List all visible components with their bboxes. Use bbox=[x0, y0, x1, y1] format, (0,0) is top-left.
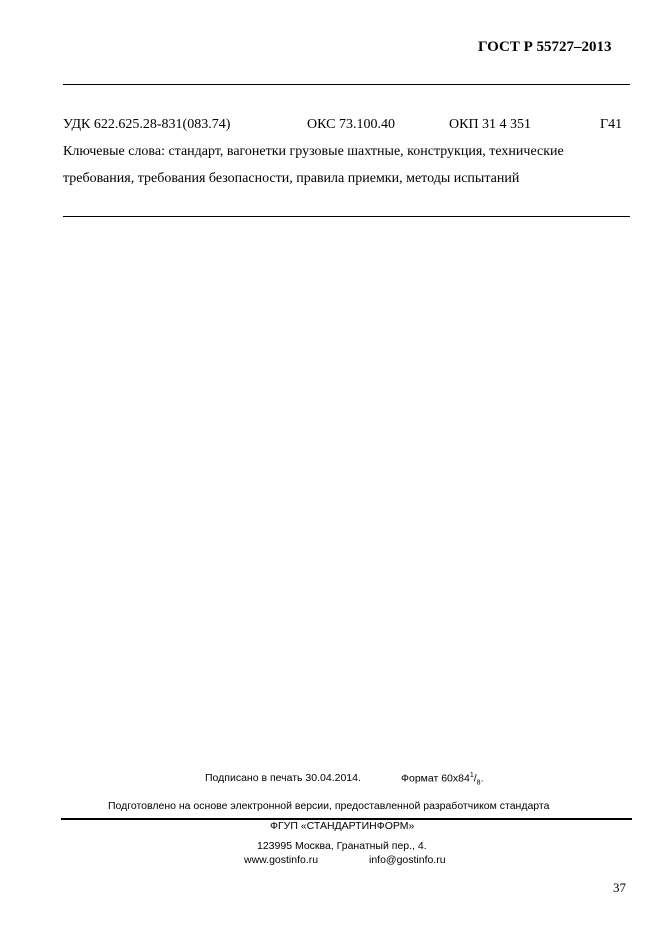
format-suffix: . bbox=[480, 772, 484, 785]
keywords-line-2: требования, требования безопасности, правила приемки, методы испытаний bbox=[63, 171, 520, 186]
udk-code: УДК 622.625.28-831(083.74) bbox=[63, 117, 231, 132]
publisher-email[interactable]: info@gostinfo.ru bbox=[369, 854, 446, 866]
group-code: Г41 bbox=[600, 117, 623, 132]
okp-code: ОКП 31 4 351 bbox=[449, 117, 532, 132]
signed-for-print: Подписано в печать 30.04.2014. bbox=[205, 772, 361, 784]
publisher-name: ФГУП «СТАНДАРТИНФОРМ» bbox=[270, 820, 415, 832]
top-divider bbox=[63, 84, 630, 85]
format-numerator: 1 bbox=[469, 772, 474, 779]
format-prefix: Формат 60х84 bbox=[401, 772, 470, 785]
keywords-divider bbox=[63, 216, 630, 217]
doc-code: ГОСТ Р 55727–2013 bbox=[478, 39, 612, 55]
paper-format: Формат $60х84^1/_8$. bbox=[401, 772, 484, 787]
page-number: 37 bbox=[613, 880, 626, 895]
publisher-address: 123995 Москва, Гранатный пер., 4. bbox=[257, 840, 427, 852]
format-denominator: 8 bbox=[476, 779, 481, 787]
keywords-line-1: Ключевые слова: стандарт, вагонетки грузовые шахтные, конструкция, технические bbox=[63, 144, 564, 159]
prepared-note: Подготовлено на основе электронной версии, предоставленной разработчиком стандарта bbox=[108, 800, 550, 812]
publisher-website[interactable]: www.gostinfo.ru bbox=[244, 854, 319, 866]
oks-code: ОКС 73.100.40 bbox=[307, 117, 395, 132]
